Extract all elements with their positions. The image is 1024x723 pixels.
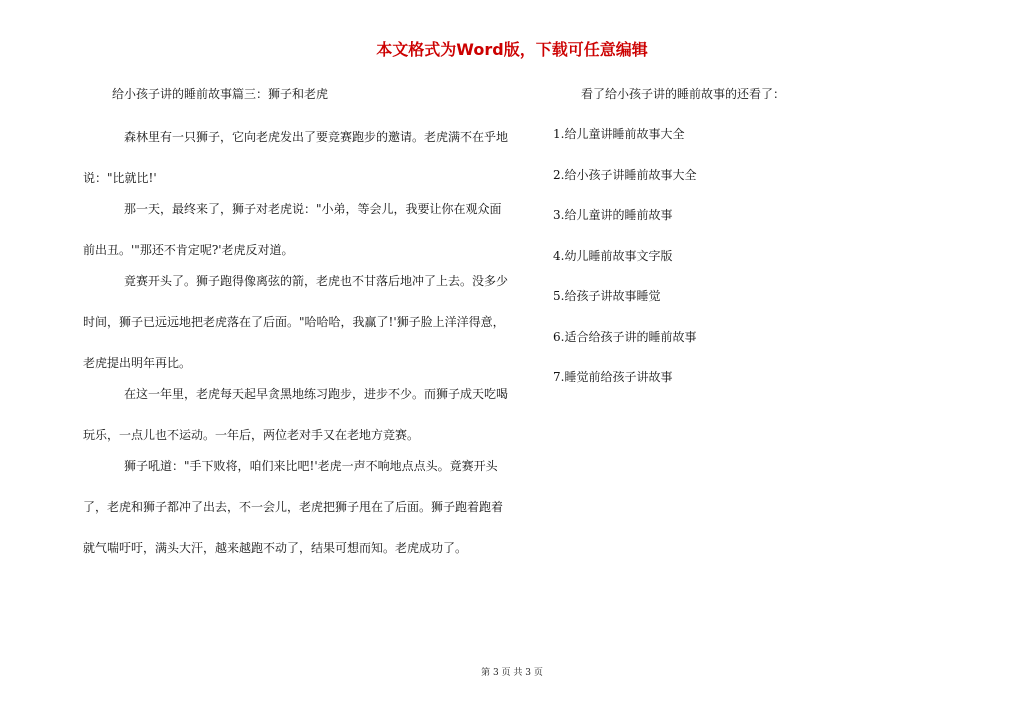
related-item[interactable]: 3.给儿童讲的睡前故事 (553, 208, 673, 222)
story-paragraph-4: 在这一年里，老虎每天起早贪黑地练习跑步，进步不少。而狮子成天吃喝玩乐，一点儿也不运动。一年后，两位老对手又在老地方竞赛。 (83, 387, 509, 442)
related-item[interactable]: 2.给小孩子讲睡前故事大全 (553, 167, 697, 182)
story-title: 给小孩子讲的睡前故事篇三：狮子和老虎 (112, 87, 329, 101)
document-header-banner: 本文格式为Word版，下载可任意编辑 (376, 40, 648, 59)
related-item[interactable]: 1.给儿童讲睡前故事大全 (553, 127, 685, 141)
story-paragraph-3: 竟赛开头了。狮子跑得像离弦的箭，老虎也不甘落后地冲了上去。没多少时间，狮子已远远地把老虎落在了后面。"哈哈哈，我赢了!'狮子脸上洋洋得意，老虎提出明年再比。 (83, 274, 509, 370)
story-paragraph-2: 那一天，最终来了，狮子对老虎说："小弟，等会儿，我要让你在观众面前出丑。'"那还不肯定呢?'老虎反对道。 (83, 202, 502, 257)
story-column (83, 84, 508, 569)
related-list (553, 124, 973, 387)
story-paragraph-5: 狮子吼道："手下败将，咱们来比吧!'老虎一声不响地点点头。竟赛开头了，老虎和狮子都冲了出去，不一会儿，老虎把狮子甩在了后面。狮子跑着跑着就气喘吁吁，满头大汗，越来越跑不动了，结果可想而知。老虎成功了。 (83, 459, 504, 555)
related-item[interactable]: 5.给孩子讲故事睡觉 (553, 289, 661, 303)
related-item[interactable]: 4.幼儿睡前故事文字版 (553, 248, 673, 263)
page-number: 第 3 页 共 3 页 (481, 668, 543, 678)
related-item[interactable]: 7.睡觉前给孩子讲故事 (553, 370, 673, 384)
related-item[interactable]: 6.适合给孩子讲的睡前故事 (553, 329, 697, 344)
story-paragraph-1: 森林里有一只狮子，它向老虎发出了要竞赛跑步的邀请。老虎满不在乎地说："比就比!' (83, 130, 509, 185)
related-heading: 看了给小孩子讲的睡前故事的还看了： (581, 87, 786, 101)
related-column (553, 84, 973, 408)
